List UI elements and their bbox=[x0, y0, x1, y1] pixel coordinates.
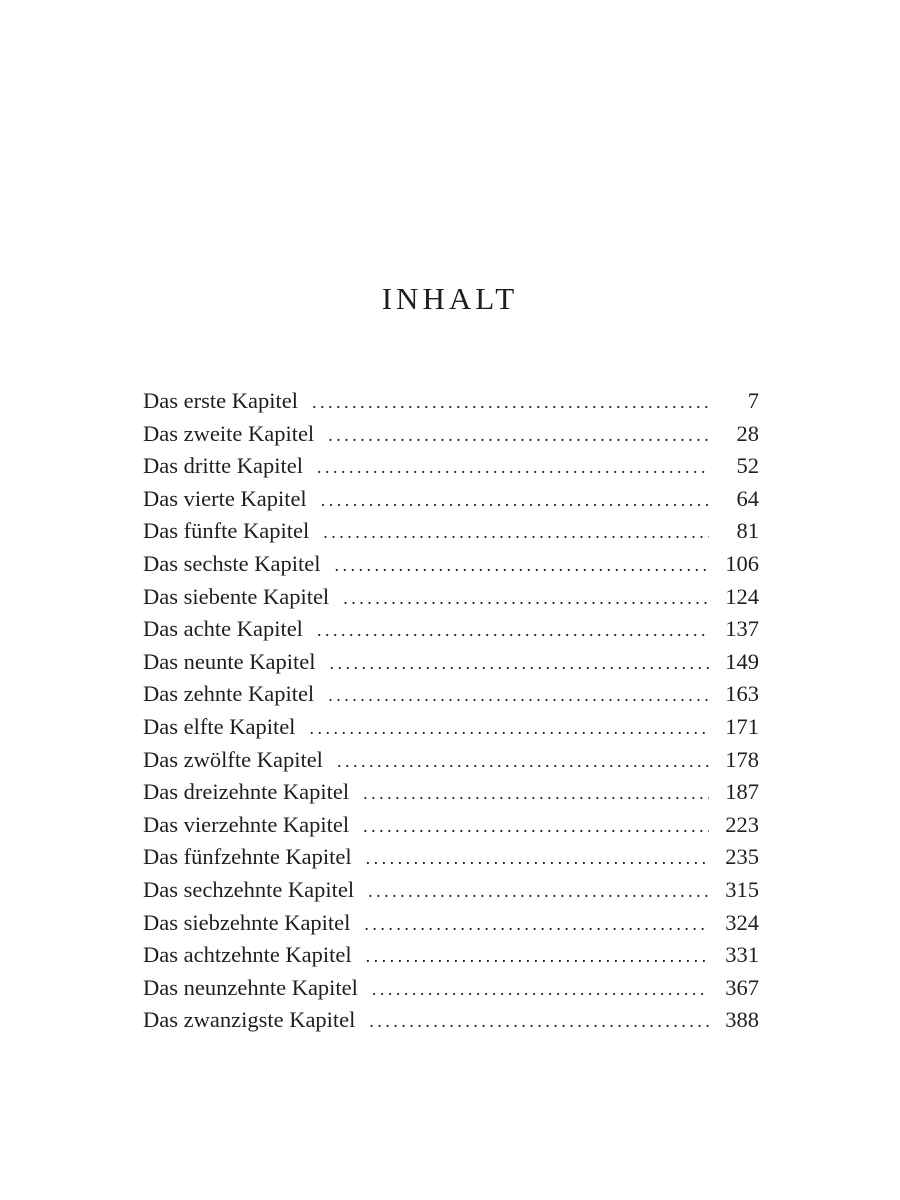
toc-entry[interactable] bbox=[143, 418, 759, 451]
toc-entry[interactable] bbox=[143, 841, 759, 874]
toc-entry-page: 235 bbox=[725, 844, 759, 870]
toc-entry-label: Das elfte Kapitel bbox=[143, 713, 296, 739]
toc-entry-label: Das fünfte Kapitel bbox=[143, 518, 310, 544]
toc-entry-label: Das achtzehnte Kapitel bbox=[143, 942, 352, 968]
toc-entry-page: 388 bbox=[725, 1007, 759, 1033]
toc-entry-page: 52 bbox=[736, 453, 759, 479]
toc-entry[interactable] bbox=[143, 646, 759, 679]
dot-leader bbox=[366, 842, 709, 874]
toc-entry-label: Das zehnte Kapitel bbox=[143, 681, 315, 707]
toc-entry-page: 137 bbox=[725, 616, 759, 642]
toc-entry-page: 64 bbox=[736, 485, 759, 511]
dot-leader bbox=[323, 516, 709, 548]
table-of-contents bbox=[143, 385, 759, 1037]
dot-leader bbox=[368, 875, 709, 907]
dot-leader bbox=[366, 940, 709, 972]
toc-entry-page: 28 bbox=[736, 420, 759, 446]
toc-entry[interactable] bbox=[143, 809, 759, 842]
toc-entry[interactable] bbox=[143, 483, 759, 516]
toc-entry-page: 81 bbox=[736, 518, 759, 544]
toc-entry-label: Das siebente Kapitel bbox=[143, 583, 330, 609]
toc-entry[interactable] bbox=[143, 907, 759, 940]
dot-leader bbox=[343, 582, 709, 614]
toc-entry-label: Das zweite Kapitel bbox=[143, 420, 315, 446]
toc-entry-label: Das zwanzigste Kapitel bbox=[143, 1007, 356, 1033]
toc-entry-label: Das dreizehnte Kapitel bbox=[143, 779, 350, 805]
dot-leader bbox=[337, 745, 709, 777]
toc-entry-page: 149 bbox=[725, 648, 759, 674]
toc-entry-label: Das erste Kapitel bbox=[143, 388, 298, 413]
toc-entry-label: Das neunzehnte Kapitel bbox=[143, 974, 358, 1000]
toc-entry[interactable] bbox=[143, 874, 759, 907]
toc-entry[interactable] bbox=[143, 581, 759, 614]
toc-entry[interactable] bbox=[143, 450, 759, 483]
toc-entry-label: Das vierzehnte Kapitel bbox=[143, 811, 350, 837]
toc-entry-label: Das zwölfte Kapitel bbox=[143, 746, 323, 772]
toc-entry[interactable] bbox=[143, 515, 759, 548]
toc-entry-label: Das vierte Kapitel bbox=[143, 485, 307, 511]
toc-entry[interactable] bbox=[143, 613, 759, 646]
dot-leader bbox=[328, 419, 709, 451]
dot-leader bbox=[364, 908, 709, 940]
toc-entry[interactable] bbox=[143, 548, 759, 581]
dot-leader bbox=[317, 451, 709, 483]
toc-entry-page: 331 bbox=[725, 942, 759, 968]
toc-entry-page: 163 bbox=[725, 681, 759, 707]
toc-entry-page: 187 bbox=[725, 779, 759, 805]
toc-entry-label: Das dritte Kapitel bbox=[143, 453, 303, 479]
toc-entry-label: Das sechzehnte Kapitel bbox=[143, 876, 355, 902]
toc-entry[interactable] bbox=[143, 972, 759, 1005]
dot-leader bbox=[328, 679, 709, 711]
dot-leader bbox=[309, 712, 709, 744]
dot-leader bbox=[363, 777, 709, 809]
toc-entry-label: Das siebzehnte Kapitel bbox=[143, 909, 351, 935]
dot-leader bbox=[372, 973, 709, 1005]
toc-entry[interactable] bbox=[143, 385, 759, 418]
toc-entry[interactable] bbox=[143, 776, 759, 809]
dot-leader bbox=[317, 614, 709, 646]
dot-leader bbox=[363, 810, 709, 842]
toc-entry-label: Das sechste Kapitel bbox=[143, 550, 321, 576]
toc-entry[interactable] bbox=[143, 939, 759, 972]
dot-leader bbox=[329, 647, 709, 679]
toc-entry-page: 106 bbox=[725, 550, 759, 576]
toc-entry-page: 7 bbox=[747, 388, 759, 413]
toc-entry-page: 315 bbox=[725, 876, 759, 902]
toc-entry-page: 124 bbox=[725, 583, 759, 609]
toc-entry-page: 367 bbox=[725, 974, 759, 1000]
dot-leader bbox=[334, 549, 709, 581]
page-title: INHALT bbox=[381, 280, 519, 316]
toc-entry-label: Das neunte Kapitel bbox=[143, 648, 316, 674]
toc-entry-page: 324 bbox=[725, 909, 759, 935]
toc-entry[interactable] bbox=[143, 1004, 759, 1037]
toc-entry-label: Das fünfzehnte Kapitel bbox=[143, 844, 352, 870]
dot-leader bbox=[312, 386, 709, 418]
toc-entry-page: 171 bbox=[725, 713, 759, 739]
toc-entry[interactable] bbox=[143, 744, 759, 777]
toc-entry-page: 178 bbox=[725, 746, 759, 772]
toc-entry-label: Das achte Kapitel bbox=[143, 616, 303, 642]
toc-entry[interactable] bbox=[143, 678, 759, 711]
dot-leader bbox=[321, 484, 709, 516]
dot-leader bbox=[369, 1005, 709, 1037]
toc-entry-page: 223 bbox=[725, 811, 759, 837]
toc-entry[interactable] bbox=[143, 711, 759, 744]
